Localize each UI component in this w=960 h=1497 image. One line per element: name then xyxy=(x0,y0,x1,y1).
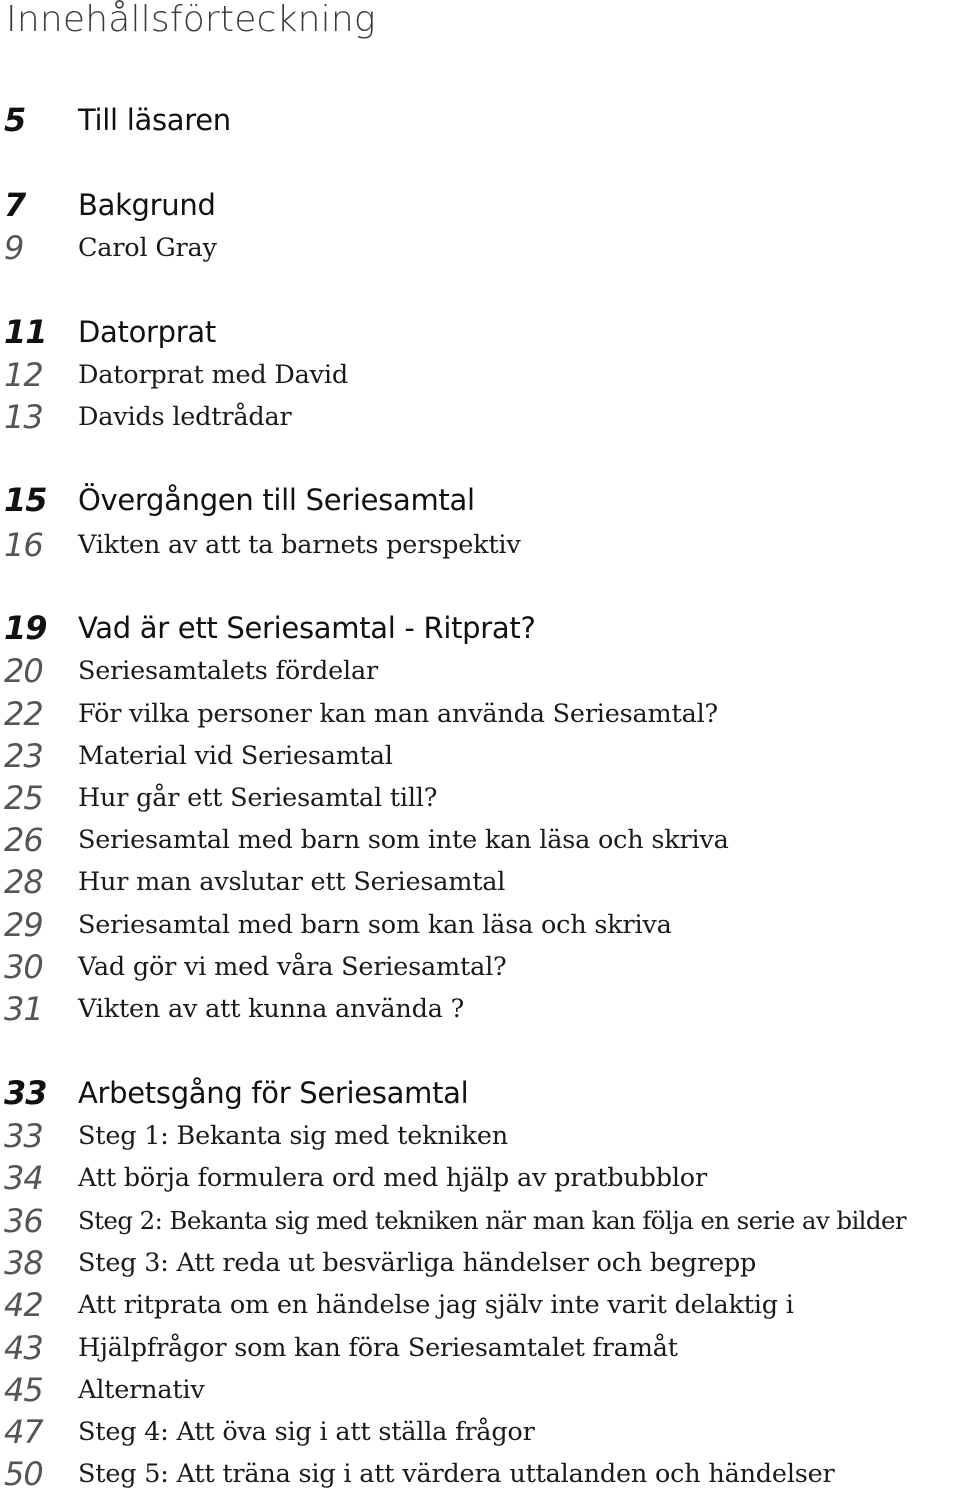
toc-entry-title: Arbetsgång för Seriesamtal xyxy=(78,1076,469,1110)
toc-entry[interactable] xyxy=(0,989,960,1029)
toc-entry[interactable] xyxy=(0,1370,960,1410)
toc-entry-title: Vikten av att kunna använda ? xyxy=(78,994,465,1024)
toc-page-number: 26 xyxy=(4,821,43,859)
toc-page-number: 12 xyxy=(4,356,43,394)
toc-entry[interactable] xyxy=(0,312,960,352)
toc-entry-title: Material vid Seriesamtal xyxy=(78,741,393,771)
toc-entry-title: Steg 1: Bekanta sig med tekniken xyxy=(78,1121,508,1151)
toc-page-number: 5 xyxy=(4,101,26,139)
toc-page-number: 25 xyxy=(4,779,43,817)
toc-entry[interactable] xyxy=(0,778,960,818)
toc-entry-title: Att ritprata om en händelse jag själv inte varit delaktig i xyxy=(78,1290,794,1320)
toc-entry[interactable] xyxy=(0,185,960,225)
toc-page-number: 19 xyxy=(4,609,47,647)
toc-page-number: 47 xyxy=(4,1413,43,1451)
toc-page-number: 13 xyxy=(4,398,43,436)
toc-entry[interactable] xyxy=(0,228,960,268)
toc-entry-title: Datorprat xyxy=(78,315,216,349)
toc-entry[interactable] xyxy=(0,905,960,945)
toc-entry-title: Till läsaren xyxy=(78,103,231,137)
toc-entry-title: Steg 2: Bekanta sig med tekniken när man kan följa en serie av bilder xyxy=(78,1206,907,1235)
toc-entry-title: För vilka personer kan man använda Seriesamtal? xyxy=(78,699,719,729)
toc-entry[interactable] xyxy=(0,1201,960,1241)
toc-entry[interactable] xyxy=(0,694,960,734)
toc-entry[interactable] xyxy=(0,1454,960,1494)
toc-entry-title: Hur man avslutar ett Seriesamtal xyxy=(78,867,506,897)
toc-entry-title: Steg 5: Att träna sig i att värdera uttalanden och händelser xyxy=(78,1459,835,1489)
toc-page-number: 20 xyxy=(4,652,43,690)
toc-entry[interactable] xyxy=(0,1158,960,1198)
toc-entry[interactable] xyxy=(0,651,960,691)
toc-entry[interactable] xyxy=(0,480,960,520)
toc-entry-title: Vikten av att ta barnets perspektiv xyxy=(78,530,521,560)
toc-page-number: 30 xyxy=(4,948,43,986)
toc-entry-title: Carol Gray xyxy=(78,233,217,263)
toc-entry-title: Steg 4: Att öva sig i att ställa frågor xyxy=(78,1417,535,1447)
toc-entry-title: Steg 3: Att reda ut besvärliga händelser och begrepp xyxy=(78,1248,757,1278)
toc-page-number: 22 xyxy=(4,695,43,733)
toc-entry-title: Övergången till Seriesamtal xyxy=(78,483,475,517)
toc-page-number: 42 xyxy=(4,1286,43,1324)
toc-entry[interactable] xyxy=(0,397,960,437)
toc-entry-title: Hjälpfrågor som kan föra Seriesamtalet framåt xyxy=(78,1333,678,1363)
toc-entry[interactable] xyxy=(0,1073,960,1113)
toc-page-number: 50 xyxy=(4,1455,43,1493)
toc-page-number: 31 xyxy=(4,990,43,1028)
toc-entry[interactable] xyxy=(0,608,960,648)
toc-entry[interactable] xyxy=(0,820,960,860)
toc-entry-title: Vad är ett Seriesamtal - Ritprat? xyxy=(78,611,536,645)
toc-entry-title: Vad gör vi med våra Seriesamtal? xyxy=(78,952,507,982)
page-title: Innehållsförteckning xyxy=(6,0,376,40)
toc-page-number: 29 xyxy=(4,906,43,944)
toc-page-number: 38 xyxy=(4,1244,43,1282)
toc-entry[interactable] xyxy=(0,862,960,902)
toc-entry[interactable] xyxy=(0,1116,960,1156)
toc-page-number: 7 xyxy=(4,186,26,224)
toc-page-number: 43 xyxy=(4,1329,43,1367)
toc-entry-title: Bakgrund xyxy=(78,188,216,222)
toc-entry-title: Alternativ xyxy=(78,1375,205,1405)
toc-entry[interactable] xyxy=(0,1328,960,1368)
toc-page-number: 9 xyxy=(4,229,24,267)
toc-page-number: 36 xyxy=(4,1202,43,1240)
toc-entry-title: Datorprat med David xyxy=(78,360,348,390)
toc-entry-title: Seriesamtal med barn som kan läsa och skriva xyxy=(78,910,672,940)
toc-page-number: 15 xyxy=(4,481,47,519)
toc-page-number: 16 xyxy=(4,526,43,564)
toc-page-number: 33 xyxy=(4,1117,43,1155)
toc-entry[interactable] xyxy=(0,525,960,565)
toc-entry[interactable] xyxy=(0,1243,960,1283)
toc-entry-title: Seriesamtal med barn som inte kan läsa och skriva xyxy=(78,825,729,855)
toc-page-number: 34 xyxy=(4,1159,43,1197)
toc-entry-title: Hur går ett Seriesamtal till? xyxy=(78,783,438,813)
toc-entry-title: Davids ledtrådar xyxy=(78,402,292,432)
toc-entry[interactable] xyxy=(0,100,960,140)
toc-page-number: 28 xyxy=(4,863,43,901)
toc-entry[interactable] xyxy=(0,1285,960,1325)
toc-entry[interactable] xyxy=(0,736,960,776)
toc-entry-title: Att börja formulera ord med hjälp av pratbubblor xyxy=(78,1163,707,1193)
toc-entry[interactable] xyxy=(0,1412,960,1452)
toc-page-number: 45 xyxy=(4,1371,43,1409)
toc-page-number: 33 xyxy=(4,1074,47,1112)
toc-entry[interactable] xyxy=(0,947,960,987)
toc-entry[interactable] xyxy=(0,355,960,395)
toc-page-number: 11 xyxy=(4,313,47,351)
toc-page-number: 23 xyxy=(4,737,43,775)
toc-entry-title: Seriesamtalets fördelar xyxy=(78,656,378,686)
